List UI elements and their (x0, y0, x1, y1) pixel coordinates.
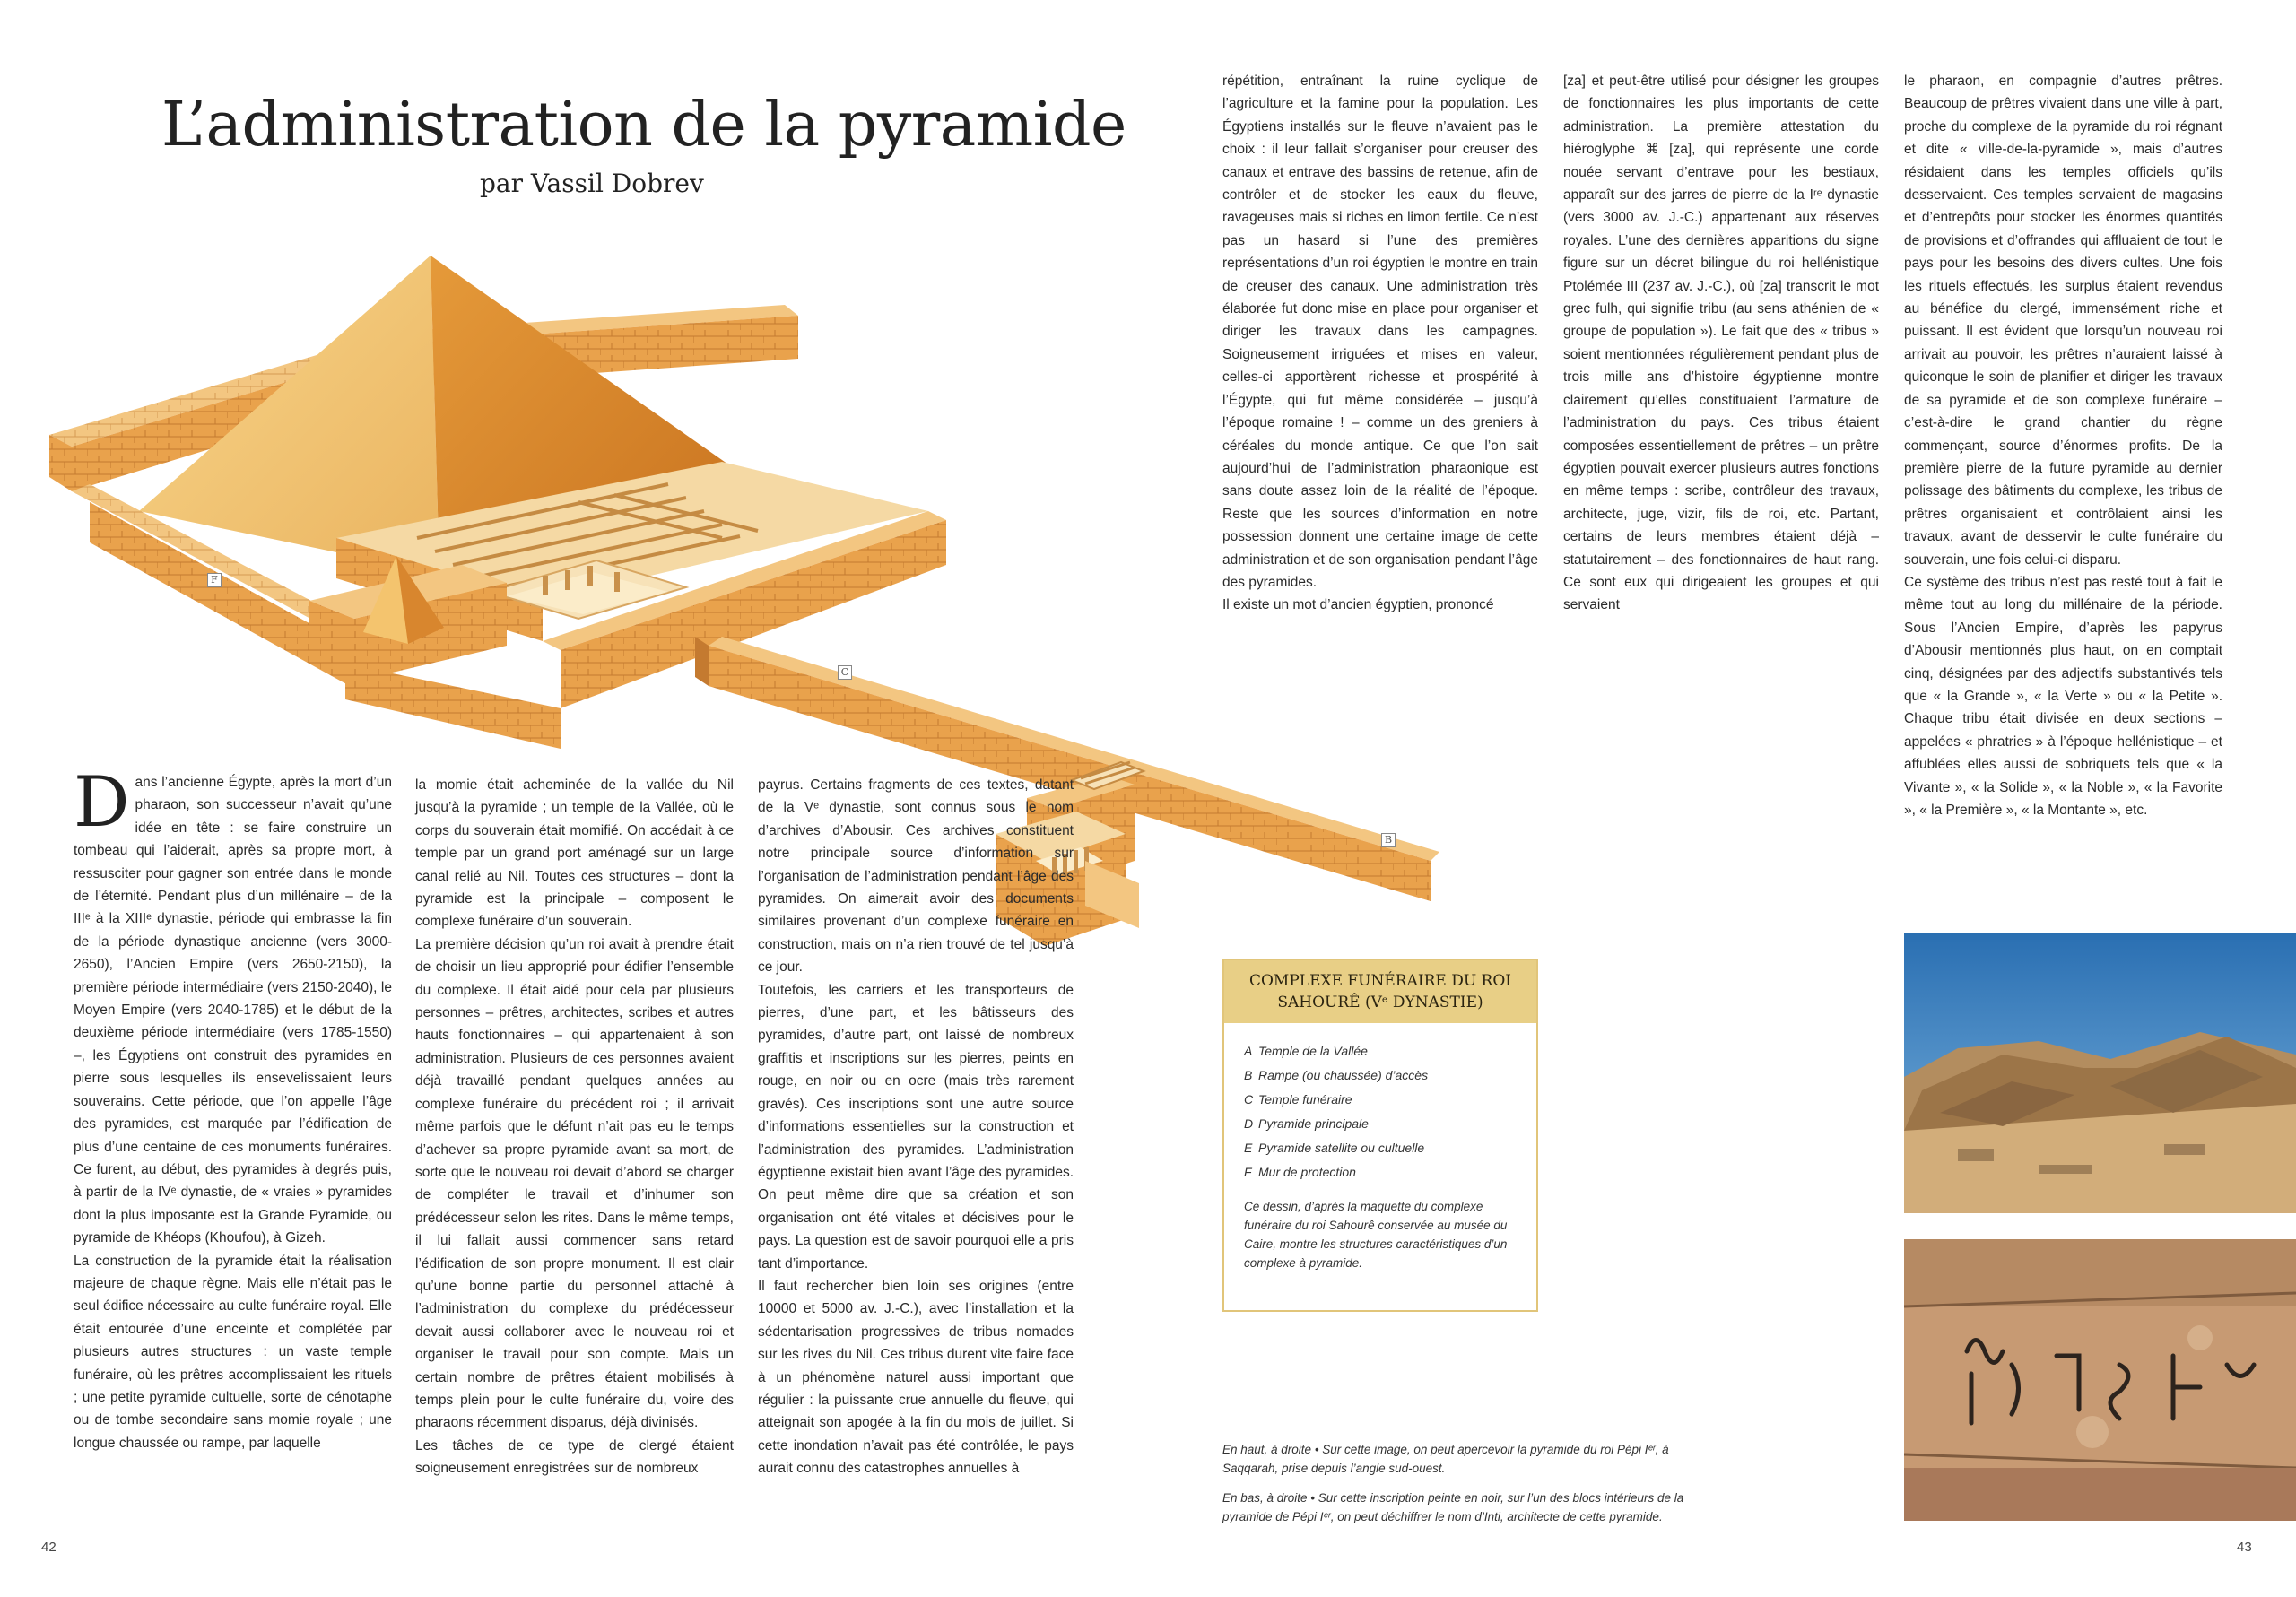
legend-item: B Rampe (ou chaussée) d’accès (1244, 1068, 1429, 1082)
page-number-left: 42 (41, 1540, 57, 1555)
legend-item: E Pyramide satellite ou cultuelle (1244, 1141, 1425, 1155)
figure-marker-c: C (838, 665, 852, 680)
legend-list (1224, 1039, 1536, 1185)
illustration-legend-box (1222, 959, 1538, 1312)
text-column-2 (415, 774, 734, 1480)
figure-marker-f: F (207, 573, 222, 587)
legend-title (1224, 960, 1536, 1023)
legend-item: C Temple funéraire (1244, 1092, 1352, 1107)
pyramid-ruins-photo (1904, 933, 2296, 1213)
paragraph: payrus. Certains fragments de ces textes, datant de la Vᵉ dynastie, sont connus sous le nom d’archives d’Abousir. Ces archives constituent notre principale source d’information sur l’organisation de l’administration pendant l’âge des pyramides. On aimerait avoir des documents similaires provenant d’un complexe funéraire en construction, mais on n’a rien trouvé de tel jusqu’à ce jour. (758, 777, 1074, 976)
page-number-right: 43 (2237, 1540, 2252, 1555)
legend-item: F Mur de protection (1244, 1165, 1356, 1179)
paragraph: [za] et peut-être utilisé pour désigner les groupes de fonctionnaires les plus importants de cette administration. La première attestation du hiéroglyphe ⌘ [za], qui représente une corde nouée servant d’entrave pour les bestiaux, apparaît sur des jarres de pierre de la Iʳᵉ dynastie (vers 3000 av. J.-C.) appartenant aux réserves royales. L’une des dernières apparitions du signe figure sur un décret bilingue du roi hellénistique Ptolémée III (237 av. J.-C.), où [za] transcrit le mot grec fulh, qui signifie tribu (au sens athénien de « groupe de population »). Le fait que des « tribus » soient mentionnées régulièrement pendant plus de trois mille ans d’histoire égyptienne montre clairement qu’elles constituaient l’armature de l’administration du pays. Ces tribus étaient composées essentiellement de prêtres – un prêtre égyptien pouvait exercer plusieurs autres fonctions en même temps : scribe, contrôleur des travaux, architecte, juge, vizir, fils de roi, etc. Partant, certains de leurs membres étaient déjà – statutairement – des fonctionnaires de haut rang. Ce sont eux qui dirigeaient les groupes et qui servaient (1563, 74, 1879, 613)
paragraph: Ce système des tribus n’est pas resté tout à fait le même tout au long du millénaire de la période. Sous l’Ancien Empire, d’après les papyrus d’Abousir mentionnés plus haut, on en comptait cinq, désignées par des adjectifs substantivés tels que « la Grande », « la Verte » ou « la Petite ». Chaque tribu était divisée en deux sections – appelées « phratries » à l’époque hellénistique – et affublées elles aussi de sobriquets tels que « la Vivante », « la Solide », « la Noble », « la Favorite », « la Première », « la Montante », etc. (1904, 574, 2222, 818)
paragraph: Il existe un mot d’ancien égyptien, prononcé (1222, 597, 1494, 613)
legend-title-line-1: COMPLEXE FUNÉRAIRE DU ROI (1248, 972, 1512, 990)
paragraph: Toutefois, les carriers et les transporteurs de pierres, d’une part, et les bâtisseurs des pyramides, d’autre part, ont laissé de nombreux graffitis et inscriptions sur les pierres, peints en rouge, en noir ou en ocre (mais très rarement gravés). Ces inscriptions sont une autre source d’informations essentielles sur la construction et l’administration des pyramides. L’administration égyptienne existait bien avant l’âge des pyramides. On peut même dire que sa création et son organisation ont été vitales et décisives pour le pays. La question est de savoir pourquoi elle a pris tant d’importance. (758, 982, 1074, 1272)
text-column-5 (1563, 70, 1879, 617)
paragraph: ans l’ancienne Égypte, après la mort d’un pharaon, son successeur n’avait qu’une idée en tête : se faire construire un tombeau qui l’aiderait, après sa propre mort, à ressusciter pour gagner son entrée dans le monde de l’éternité. Pendant plus d’un millénaire – de la IIIᵉ à la XIIIᵉ dynastie, période qui embrasse la fin de la période dynastique ancienne (vers 3000-2650), l’Ancien Empire (vers 2650-2150), la première période intermédiaire (vers 2150-2040), le Moyen Empire (vers 2040-1785) et le début de la deuxième période intermédiaire (vers 1785-1550) –, les Égyptiens ont construit des pyramides en pierre sous lesquelles ils ensevelissaient leurs souverains. Cette période, que l’on appelle l’âge des pyramides, est marquée par l’édification de plus d’une centaine de ces monuments funéraires. Ce furent, au début, des pyramides à degrés puis, à partir de la IVᵉ dynastie, de « vraies » pyramides dont la plus imposante est la Grande Pyramide, ou pyramide de Khéops (Khoufou), à Gizeh. (74, 775, 392, 1246)
photo-pyramid-pepi-i (1904, 933, 2296, 1213)
paragraph: le pharaon, en compagnie d’autres prêtres. Beaucoup de prêtres vivaient dans une ville à part, proche du complexe de la pyramide du roi régnant et dite « ville-de-la-pyramide », mais d’autres résidaient dans les temples officiels qu’ils desservaient. Ces temples servaient de magasins et d’entrepôts pour stocker les énormes quantités de provisions et d’offrandes qui affluaient de tout le pays pour les besoins des divers cultes. Une fois les rituels effectués, les surplus étaient revendus au bénéfice du clergé, immensément riche et puissant. Il est évident que lorsqu’un nouveau roi arrivait au pouvoir, les prêtres n’auraient laissé à quiconque le soin de planifier et diriger les travaux de sa pyramide et de son complexe funéraire – c’est-à-dire le grand chantier du règne commençant, source d’énormes profits. De la première pierre de la future pyramide au dernier polissage des bâtiments du complexe, les tribus de prêtres organisaient et contrôlaient ainsi les travaux, avant de desservir le culte funéraire du souverain, une fois celui-ci disparu. (1904, 74, 2222, 568)
legend-item: D Pyramide principale (1244, 1116, 1369, 1131)
page-title: L’administration de la pyramide (161, 90, 1126, 161)
text-column-1 (74, 762, 392, 1454)
paragraph: la momie était acheminée de la vallée du Nil jusqu’à la pyramide ; un temple de la Vallée, où le corps du souverain était momifié. On accédait à ce temple par un grand port aménagé sur un large canal relié au Nil. Toutes ces structures – dont la pyramide est la principale – composent le complexe funéraire d’un souverain. (415, 777, 734, 930)
paragraph: Il faut rechercher bien loin ses origines (entre 10000 et 5000 av. J.-C.), avec l’installation et la sédentarisation progressives de tribus nomades sur les rives du Nil. Ces tribus durent vite faire face à un phénomène naturel aussi important que régulier : la puissante crue annuelle du fleuve, qui atteignait son apogée à la fin du mois de juillet. Si cette inondation n’avait pas été contrôlée, le pays aurait connu des catastrophes annuelles à (758, 1278, 1074, 1477)
legend-note: Ce dessin, d’après la maquette du complexe funéraire du roi Sahourê conservée au musée du Caire, montre les structures caractéristiques d’un complexe à pyramide. (1244, 1200, 1508, 1270)
caption-bottom-photo: En bas, à droite • Sur cette inscription peinte en noir, sur l’un des blocs intérieurs de la pyramide de Pépi Iᵉʳ, on peut déchiffrer le nom d’Inti, architecte de cette pyramide. (1222, 1491, 1684, 1523)
text-column-6 (1904, 70, 2222, 821)
legend-title-line-2: SAHOURÊ (Vᵉ DYNASTIE) (1277, 994, 1483, 1011)
paragraph: répétition, entraînant la ruine cyclique de l’agriculture et la famine pour la population. Les Égyptiens installés sur le fleuve n’avaient pas le choix : il leur fallait s’organiser pour creuser des canaux et entrave des bassins de retenue, afin de contrôler et de stocker les eaux du fleuve, ravageuses mais si riches en limon fertile. Ce n’est pas un hasard si l’une des premières représentations d’un roi égyptien le montre en train de creuser des canaux. Une administration très élaborée fut donc mise en place pour organiser et diriger les travaux dans les campagnes. Soigneusement irriguées et mises en valeur, celles-ci apportèrent richesse et prospérité à l’Égypte, qui fut même considérée – jusqu’à l’époque romaine ! – comme un des greniers à céréales du monde antique. Ce que l’on sait aujourd’hui de l’administration pharaonique est sans doute assez loin de la réalité de l’époque. Reste que les sources d’information en notre possession donnent une certaine image de cette administration et de son organisation pendant l’âge des pyramides. (1222, 74, 1538, 590)
inscription-stone-photo (1904, 1239, 2296, 1521)
drop-cap: D (74, 762, 130, 843)
author-byline: par Vassil Dobrev (480, 169, 704, 198)
photo-inscription-block (1904, 1239, 2296, 1521)
text-column-3 (758, 774, 1074, 1480)
paragraph: Les tâches de ce type de clergé étaient soigneusement enregistrées sur de nombreux (415, 1437, 734, 1477)
text-column-4 (1222, 70, 1538, 617)
caption-top-photo: En haut, à droite • Sur cette image, on peut apercevoir la pyramide du roi Pépi Iᵉʳ, à Saqqarah, prise depuis l’angle sud-ouest. (1222, 1443, 1669, 1475)
paragraph: La première décision qu’un roi avait à prendre était de choisir un lieu approprié pour édifier l’ensemble du complexe. Il était aidé pour cela par plusieurs personnes – prêtres, architectes, scribes et autres hauts fonctionnaires – qui appartenaient à son administration. Plusieurs de ces personnes avaient déjà travaillé pendant quelques années au complexe funéraire du précédent roi ; il arrivait même parfois que le défunt n’ait pas eu le temps d’achever sa propre pyramide avant sa mort, de sorte que le nouveau roi devait d’abord se charger de compléter le travail et d’inhumer son prédécesseur selon les rites. Dans le même temps, il lui fallait aussi commencer sans retard l’édification de son propre monument. Il est clair qu’une bonne partie du personnel attaché à l’administration du complexe du prédécesseur devait aussi collaborer avec le nouveau roi et organiser le travail pour son compte. Mais un certain nombre de prêtres étaient mobilisés à temps plein pour le culte funéraire du, voire des pharaons récemment disparus, déjà divinisés. (415, 936, 734, 1431)
paragraph: La construction de la pyramide était la réalisation majeure de chaque règne. Mais elle n’était pas le seul édifice nécessaire au culte funéraire royal. Elle était entourée d’une enceinte et complétée par plusieurs autres structures : un vaste temple funéraire, où les prêtres accomplissaient les rituels ; une petite pyramide cultuelle, sorte de cénotaphe ou de tombe secondaire sans momie royale ; une longue chaussée ou rampe, par laquelle (74, 1253, 392, 1451)
figure-marker-b: B (1381, 833, 1396, 847)
legend-item: A Temple de la Vallée (1244, 1044, 1368, 1058)
